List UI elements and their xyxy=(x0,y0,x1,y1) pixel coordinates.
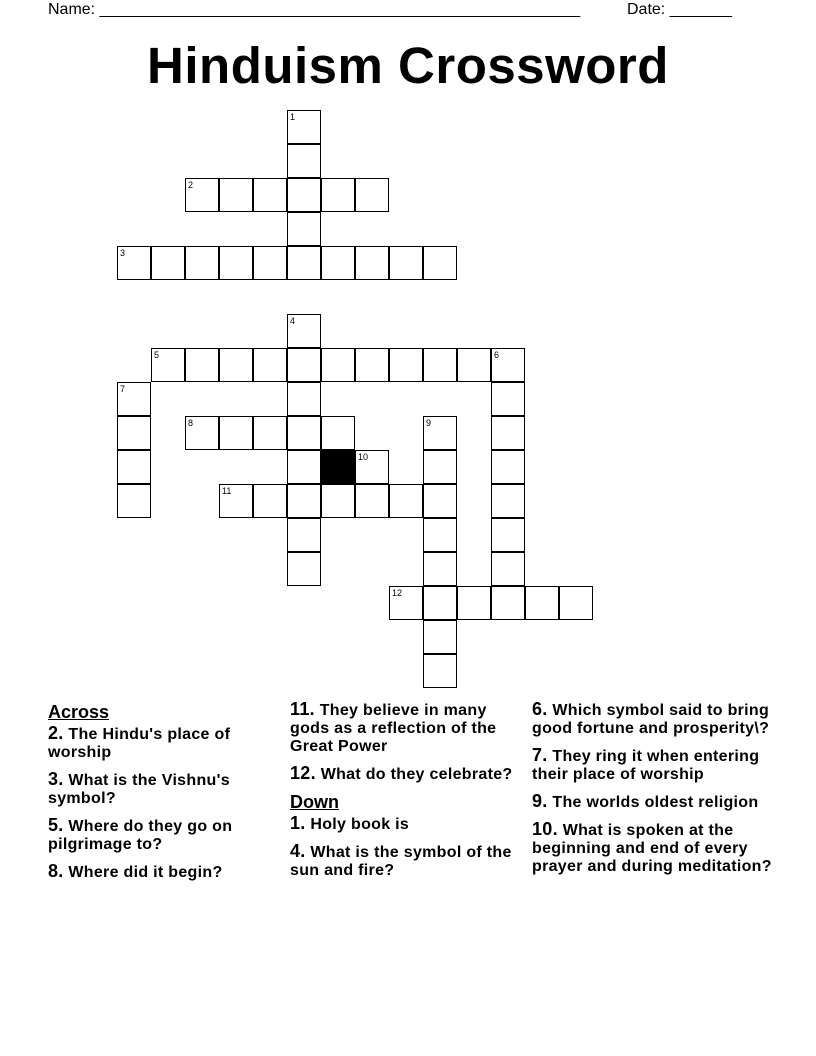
crossword-cell[interactable] xyxy=(287,314,321,348)
cell-number: 7 xyxy=(120,384,126,394)
clue-column-3 xyxy=(532,700,772,884)
date-field[interactable]: Date: _______ xyxy=(627,1,732,18)
crossword-cell[interactable] xyxy=(423,450,457,484)
crossword-cell[interactable] xyxy=(185,178,219,212)
crossword-cell[interactable] xyxy=(321,178,355,212)
down-clue xyxy=(532,746,772,784)
clue-number: 7. xyxy=(532,745,548,765)
crossword-cell[interactable] xyxy=(185,246,219,280)
across-clue xyxy=(48,724,278,762)
crossword-cell[interactable] xyxy=(287,246,321,280)
crossword-cell[interactable] xyxy=(491,450,525,484)
clue-text: Which symbol said to bring good fortune and prosperity\? xyxy=(532,702,770,737)
cell-number: 2 xyxy=(188,180,194,190)
cell-number: 11 xyxy=(222,486,232,496)
crossword-cell[interactable] xyxy=(185,416,219,450)
clue-number: 12. xyxy=(290,763,316,783)
crossword-cell[interactable] xyxy=(253,246,287,280)
clue-column-1 xyxy=(48,700,278,890)
crossword-cell[interactable] xyxy=(491,382,525,416)
crossword-cell[interactable] xyxy=(321,484,355,518)
down-clue xyxy=(290,842,520,880)
clue-number: 9. xyxy=(532,791,548,811)
crossword-cell[interactable] xyxy=(355,450,389,484)
crossword-cell[interactable] xyxy=(287,518,321,552)
down-clue xyxy=(532,820,772,876)
cell-number: 3 xyxy=(120,248,126,258)
crossword-cell[interactable] xyxy=(423,484,457,518)
clue-text: The worlds oldest religion xyxy=(552,794,759,811)
clue-text: What is the Vishnu's symbol? xyxy=(48,772,230,807)
crossword-cell[interactable] xyxy=(389,246,423,280)
clue-number: 2. xyxy=(48,723,64,743)
clue-text: They believe in many gods as a reflection of the Great Power xyxy=(290,702,497,755)
clue-text: Where did it begin? xyxy=(68,864,223,881)
crossword-cell[interactable] xyxy=(219,246,253,280)
crossword-cell[interactable] xyxy=(457,586,491,620)
crossword-cell[interactable] xyxy=(423,552,457,586)
cell-number: 12 xyxy=(392,588,403,598)
crossword-cell[interactable] xyxy=(423,586,457,620)
crossword-cell[interactable] xyxy=(287,450,321,484)
clue-number: 11. xyxy=(290,699,315,719)
crossword-cell[interactable] xyxy=(253,416,287,450)
crossword-cell[interactable] xyxy=(253,484,287,518)
down-clue xyxy=(532,792,772,812)
clue-number: 8. xyxy=(48,861,64,881)
crossword-cell[interactable] xyxy=(287,144,321,178)
down-clue xyxy=(532,700,772,738)
crossword-cell[interactable] xyxy=(491,416,525,450)
crossword-cell[interactable] xyxy=(321,348,355,382)
crossword-cell[interactable] xyxy=(287,416,321,450)
cell-number: 6 xyxy=(494,350,500,360)
clue-text: They ring it when entering their place of worship xyxy=(532,748,760,783)
crossword-cell[interactable] xyxy=(151,348,185,382)
crossword-cell[interactable] xyxy=(355,348,389,382)
crossword-cell[interactable] xyxy=(423,620,457,654)
crossword-cell[interactable] xyxy=(287,110,321,144)
crossword-cell[interactable] xyxy=(491,484,525,518)
crossword-cell[interactable] xyxy=(491,552,525,586)
clue-number: 10. xyxy=(532,819,558,839)
crossword-cell[interactable] xyxy=(355,484,389,518)
crossword-cell[interactable] xyxy=(219,178,253,212)
crossword-cell[interactable] xyxy=(151,246,185,280)
crossword-cell[interactable] xyxy=(423,416,457,450)
crossword-cell[interactable] xyxy=(321,416,355,450)
clue-text: What is the symbol of the sun and fire? xyxy=(290,844,512,879)
crossword-cell[interactable] xyxy=(389,586,423,620)
page-title: Hinduism Crossword xyxy=(147,37,669,94)
crossword-cell[interactable] xyxy=(219,416,253,450)
crossword-cell[interactable] xyxy=(219,484,253,518)
crossword-cell[interactable] xyxy=(355,178,389,212)
crossword-cell[interactable] xyxy=(219,348,253,382)
across-clue xyxy=(48,862,278,882)
crossword-cell[interactable] xyxy=(117,246,151,280)
cell-number: 5 xyxy=(154,350,160,360)
name-field[interactable]: Name: ______________________________________________________ xyxy=(48,1,581,18)
crossword-cell[interactable] xyxy=(355,246,389,280)
crossword-block xyxy=(321,450,355,484)
crossword-cell[interactable] xyxy=(253,178,287,212)
crossword-cell[interactable] xyxy=(491,348,525,382)
across-clue xyxy=(290,700,520,756)
crossword-cell[interactable] xyxy=(321,246,355,280)
clue-text: What do they celebrate? xyxy=(320,766,513,783)
crossword-cell[interactable] xyxy=(389,484,423,518)
crossword-cell[interactable] xyxy=(253,348,287,382)
crossword-cell[interactable] xyxy=(287,348,321,382)
cell-number: 8 xyxy=(188,418,194,428)
crossword-cell[interactable] xyxy=(457,348,491,382)
clue-text: Where do they go on pilgrimage to? xyxy=(48,818,233,853)
cell-number: 1 xyxy=(290,112,296,122)
crossword-cell[interactable] xyxy=(287,212,321,246)
cell-number: 10 xyxy=(358,452,369,462)
crossword-cell[interactable] xyxy=(423,348,457,382)
clue-number: 4. xyxy=(290,841,306,861)
clue-number: 6. xyxy=(532,699,548,719)
crossword-cell[interactable] xyxy=(287,382,321,416)
crossword-cell[interactable] xyxy=(491,586,525,620)
cell-number: 4 xyxy=(290,316,296,326)
clue-number: 5. xyxy=(48,815,64,835)
crossword-cell[interactable] xyxy=(287,178,321,212)
clue-text: What is spoken at the beginning and end of every prayer and during meditation? xyxy=(532,822,772,875)
down-heading: Down xyxy=(290,792,339,812)
crossword-cell[interactable] xyxy=(491,518,525,552)
cell-number: 9 xyxy=(426,418,432,428)
across-heading: Across xyxy=(48,702,110,722)
crossword-cell[interactable] xyxy=(117,416,151,450)
crossword-cell[interactable] xyxy=(525,586,559,620)
crossword-cell[interactable] xyxy=(287,484,321,518)
across-clue xyxy=(48,816,278,854)
crossword-cell[interactable] xyxy=(117,484,151,518)
crossword-cell[interactable] xyxy=(423,654,457,688)
crossword-cell[interactable] xyxy=(559,586,593,620)
crossword-cell[interactable] xyxy=(117,382,151,416)
crossword-cell[interactable] xyxy=(423,518,457,552)
clue-number: 1. xyxy=(290,813,306,833)
down-clue xyxy=(290,814,520,834)
crossword-cell[interactable] xyxy=(423,246,457,280)
crossword-cell[interactable] xyxy=(185,348,219,382)
crossword-cell[interactable] xyxy=(389,348,423,382)
crossword-cell[interactable] xyxy=(287,552,321,586)
clue-text: Holy book is xyxy=(310,816,410,833)
across-clue xyxy=(48,770,278,808)
clue-number: 3. xyxy=(48,769,64,789)
across-clue xyxy=(290,764,520,784)
crossword-cell[interactable] xyxy=(117,450,151,484)
clue-text: The Hindu's place of worship xyxy=(48,726,231,761)
clue-column-2 xyxy=(290,700,520,888)
